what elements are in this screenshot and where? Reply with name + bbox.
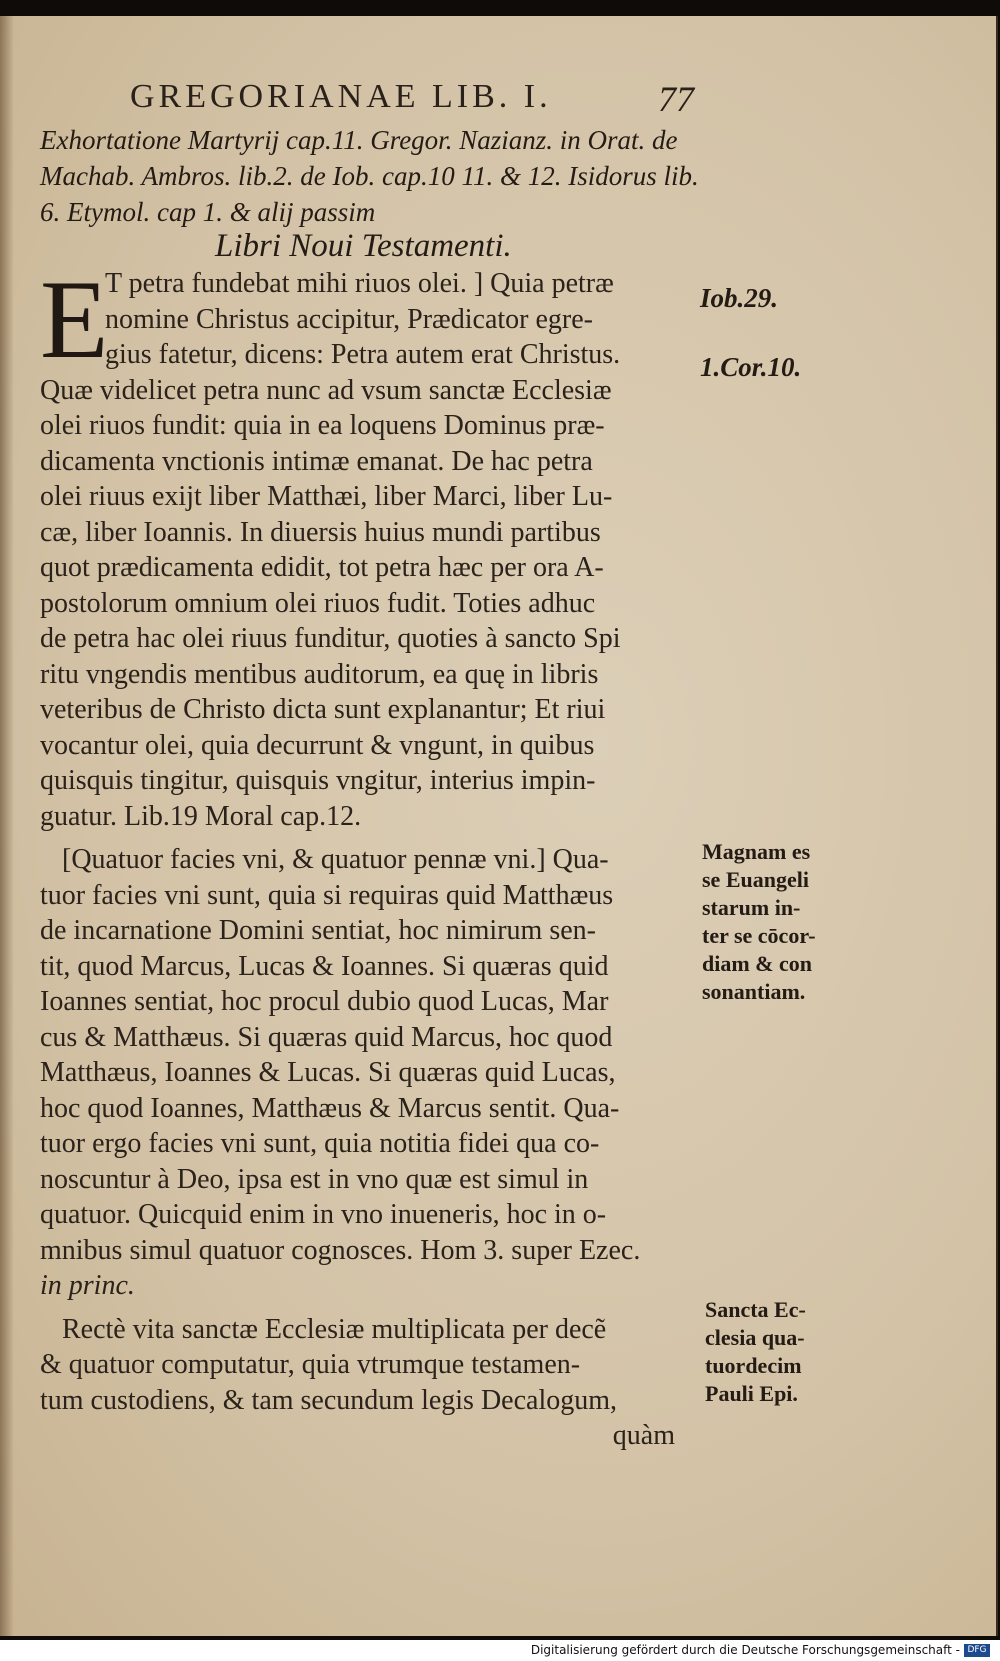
margin-note-line: diam & con [702,951,812,976]
dfg-logo-icon: DFG [964,1644,990,1657]
margin-note-iob: Iob.29. [700,283,779,313]
margin-note-line: starum in- [702,895,801,920]
text-line: vocantur olei, quia decurrunt & vngunt, in quibus [40,729,595,761]
section-title: Libri Noui Testamenti. [215,228,512,264]
text-line: gius fatetur, dicens: Petra autem erat Christus. [105,339,621,370]
text-line: olei riuos fundit: quia in ea loquens Dominus præ- [40,410,605,441]
text-line: quot prædicamenta edidit, tot petra hæc per ora A- [40,552,604,583]
margin-note-line: clesia qua- [705,1325,805,1350]
references-block [40,122,720,230]
margin-note-line: ter se cōcor- [702,923,816,948]
text-line: quatuor. Quicquid enim in vno inueneris, hoc in o- [40,1199,607,1230]
text-line: Matthæus, Ioannes & Lucas. Si quæras quid Lucas, [40,1057,616,1088]
margin-note-ecclesia [705,1296,806,1408]
credit-text: Digitalisierung gefördert durch die Deutsche Forschungsgemeinschaft - [530,1643,960,1657]
text-line: in princ. [40,1270,135,1301]
margin-note-line: se Euangeli [702,867,809,892]
text-line: tuor ergo facies vni sunt, quia notitia fidei qua co- [40,1128,600,1159]
margin-note-line: sonantiam. [702,979,806,1004]
text-line: nomine Christus accipitur, Prædicator egre- [105,303,593,335]
text-line: tum custodiens, & tam secundum legis Decalogum, [40,1384,618,1416]
text-line: de petra hac olei riuus funditur, quoties à sancto Spi [40,623,621,654]
reference-line: 6. Etymol. cap 1. & alij passim [40,197,376,227]
main-text [40,258,690,1454]
catchword: quàm [612,1420,675,1451]
text-line: noscuntur à Deo, ipsa est in vno quæ est simul in [40,1163,589,1195]
drop-cap: E [40,258,109,382]
text-line: postolorum omnium olei riuos fudit. Toties adhuc [40,587,596,619]
text-line: Quæ videlicet petra nunc ad vsum sanctæ Ecclesiæ [40,374,612,406]
text-line: quisquis tingitur, quisquis vngitur, interius impin- [40,765,596,796]
text-line: olei riuus exijt liber Matthæi, liber Marci, liber Lu- [40,481,613,512]
text-line: hoc quod Ioannes, Matthæus & Marcus sentit. Qua- [40,1092,620,1124]
margin-note-line: Pauli Epi. [705,1381,798,1406]
page-number: 77 [658,79,694,119]
text-line: cus & Matthæus. Si quæras quid Marcus, hoc quod [40,1021,613,1053]
running-head: GREGORIANAE LIB. I. [130,78,552,115]
text-line: tit, quod Marcus, Lucas & Ioannes. Si quæras quid [40,950,609,982]
text-line: cæ, liber Ioannis. In diuersis huius mundi partibus [40,516,601,548]
text-line: tuor facies vni sunt, quia si requiras quid Matthæus [40,879,614,911]
reference-line: Exhortatione Martyrij cap.11. Gregor. Nazianz. in Orat. de [40,125,678,155]
margin-note-line: Sancta Ec- [705,1297,806,1322]
text-line: & quatuor computatur, quia vtrumque testamen- [40,1349,581,1380]
text-line: [Quatuor facies vni, & quatuor pennæ vni.] Qua- [62,844,609,875]
text-line: dicamenta vnctionis intimæ emanat. De hac petra [40,445,593,477]
page-gutter-shadow [0,16,14,1636]
margin-note-line: Magnam es [702,839,811,864]
text-line: mnibus simul quatuor cognosces. Hom 3. super Ezec. [40,1234,641,1266]
text-line: Rectè vita sanctæ Ecclesiæ multiplicata per decẽ [62,1313,607,1345]
digitization-credit [531,1643,990,1657]
text-line: Ioannes sentiat, hoc procul dubio quod Lucas, Mar [40,986,609,1017]
text-line: veteribus de Christo dicta sunt explanantur; Et riui [40,694,606,725]
text-line: de incarnatione Domini sentiat, hoc nimirum sen- [40,915,596,946]
margin-note-evangelists [702,838,816,1006]
text-line: ritu vngendis mentibus auditorum, ea quę in libris [40,658,599,690]
text-line: guatur. Lib.19 Moral cap.12. [40,800,362,832]
reference-line: Machab. Ambros. lib.2. de Iob. cap.10 11. & 12. Isidorus lib. [40,161,699,191]
margin-note-cor: 1.Cor.10. [700,352,802,382]
margin-note-line: tuordecim [705,1353,802,1378]
text-line: T petra fundebat mihi riuos olei. ] Quia petræ [105,268,614,299]
